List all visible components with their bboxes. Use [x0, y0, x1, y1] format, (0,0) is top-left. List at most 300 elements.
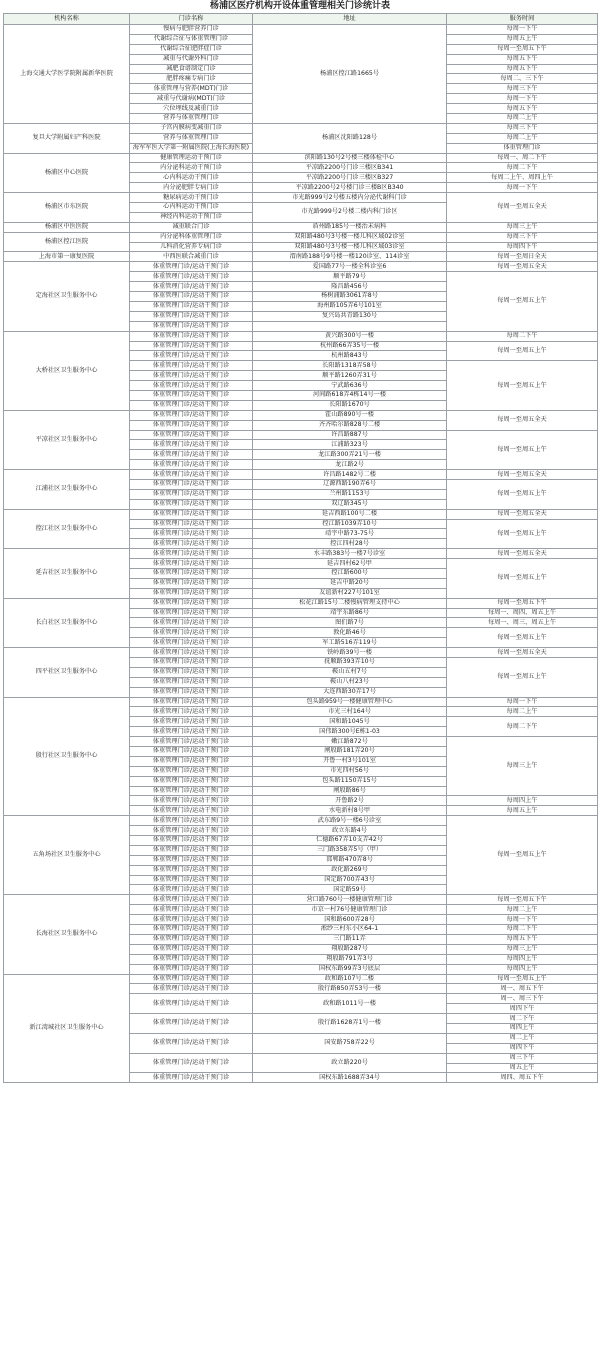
- table-cell: 体重管理门诊/运动干预门诊: [130, 351, 253, 361]
- table-cell: 每周一至周五上午: [447, 341, 598, 361]
- table-cell: 体重管理门诊/运动干预门诊: [130, 707, 253, 717]
- table-cell: 每周一下午: [447, 697, 598, 707]
- table-cell: 体重管理门诊/运动干预门诊: [130, 747, 253, 757]
- table-cell: 友谊新村227号101室: [253, 588, 447, 598]
- table-cell: 每周一至周五全天: [447, 193, 598, 223]
- table-cell: 每周一下午: [447, 183, 598, 193]
- table-cell: 武东路9号一楼6号诊室: [253, 816, 447, 826]
- table-cell: 嫩江路872号: [253, 737, 447, 747]
- table-cell: 长阳路1670号: [253, 400, 447, 410]
- table-cell: 每周五上午: [447, 34, 598, 44]
- table-cell: 体重管理门诊/运动干预门诊: [130, 628, 253, 638]
- table-cell: 每周三上午: [447, 737, 598, 796]
- table-cell: 周三下午: [447, 1053, 598, 1063]
- table-cell: 每周一至周五上午: [447, 272, 598, 331]
- table-cell: 霍山路890号一楼: [253, 410, 447, 420]
- table-row: [4, 470, 598, 480]
- table-cell: 河间路618弄4栋14号一楼: [253, 390, 447, 400]
- table-cell: 周一、周五下午: [447, 984, 598, 994]
- table-cell: 体重管理门诊/运动干预门诊: [130, 697, 253, 707]
- table-cell: 市光四村56号: [253, 766, 447, 776]
- table-cell: 每周一至周五全天: [447, 262, 598, 272]
- table-cell: 体重管理门诊/运动干预门诊: [130, 677, 253, 687]
- table-cell: 周四下午: [447, 1004, 598, 1014]
- table-cell: 穴位埋线及减重门诊: [130, 104, 253, 114]
- table-cell: 靖宇东路86号: [253, 608, 447, 618]
- table-cell: 体重管理门诊/运动干预门诊: [130, 361, 253, 371]
- table-cell: 每周三上午: [447, 222, 598, 232]
- col-header-hours: 服务时间: [447, 14, 598, 25]
- col-header-clinic: 门诊名称: [130, 14, 253, 25]
- table-cell: 平凉路2200号门诊三楼区B327: [253, 173, 447, 183]
- table-cell: 体重管理门诊/运动干预门诊: [130, 549, 253, 559]
- table-cell: 邯郸路470弄8号: [253, 855, 447, 865]
- table-cell: 每周三下午: [447, 84, 598, 94]
- table-cell: 体重管理门诊/运动干预门诊: [130, 836, 253, 846]
- table-row: [4, 598, 598, 608]
- table-cell: 延吉西路100号二楼: [253, 509, 447, 519]
- table-cell: 体重管理门诊/运动干预门诊: [130, 341, 253, 351]
- table-cell: 减重与代谢病(MDT)门诊: [130, 94, 253, 104]
- table-cell: 海州路105弄6号101室: [253, 301, 447, 311]
- table-cell: 代谢综合征肥胖症门诊: [130, 44, 253, 54]
- table-cell: 滨阳路130号2号楼三楼体检中心: [253, 153, 447, 163]
- table-cell: 上海交通大学医学院附属新华医院: [4, 25, 130, 124]
- table-cell: 复兴岛共青路130号: [253, 311, 447, 321]
- table-cell: 体重管理门诊/运动干预门诊: [130, 964, 253, 974]
- table-cell: 淞纱三村东小区64-1: [253, 925, 447, 935]
- table-cell: 兰州路1153号: [253, 489, 447, 499]
- table-cell: 体重管理门诊/运动干预门诊: [130, 756, 253, 766]
- table-cell: 慢病与肥胖营养门诊: [130, 25, 253, 35]
- table-cell: 每周一至周五上午: [447, 628, 598, 648]
- table-cell: 体重管理门诊/运动干预门诊: [130, 786, 253, 796]
- table-cell: 殷行路850弄53号一楼: [253, 984, 447, 994]
- table-cell: 每周三下午: [447, 123, 598, 133]
- table-cell: 四平社区卫生服务中心: [4, 648, 130, 697]
- table-cell: 每周一至周五上午: [447, 816, 598, 895]
- table-row: [4, 509, 598, 519]
- table-cell: 体重管理门诊/运动干预门诊: [130, 529, 253, 539]
- table-cell: 每周一、周四、周五上午: [447, 608, 598, 618]
- table-cell: 每周一至周五全天: [447, 549, 598, 559]
- table-cell: 体重管理门诊/运动干预门诊: [130, 658, 253, 668]
- table-cell: 体重管理门诊/运动干预门诊: [130, 954, 253, 964]
- table-cell: 神经内科运动干预门诊: [130, 212, 253, 222]
- table-cell: 心内科运动干预门诊: [130, 173, 253, 183]
- page-title: 杨浦区医疗机构开设体重管理相关门诊统计表: [0, 0, 600, 13]
- table-cell: 平凉路2200号门诊三楼区B341: [253, 163, 447, 173]
- table-cell: 体重管理门诊/运动干预门诊: [130, 331, 253, 341]
- table-cell: 控江社区卫生服务中心: [4, 509, 130, 549]
- table-cell: 体重管理门诊/运动干预门诊: [130, 568, 253, 578]
- table-cell: 体重管理门诊/运动干预门诊: [130, 905, 253, 915]
- table-cell: 体重管理门诊/运动干预门诊: [130, 430, 253, 440]
- table-cell: 鞍山五村7号: [253, 667, 447, 677]
- table-cell: 体重管理门诊/运动干预门诊: [130, 608, 253, 618]
- table-cell: 体重管理门诊/运动干预门诊: [130, 598, 253, 608]
- table-cell: 黄兴路300号一楼: [253, 331, 447, 341]
- table-cell: 内分泌科体重管理门诊: [130, 232, 253, 242]
- table-cell: 杭州路66弄35号一楼: [253, 341, 447, 351]
- table-cell: 减重联合门诊: [130, 222, 253, 232]
- table-cell: 国权东路1688弄34号: [253, 1073, 447, 1083]
- table-cell: 体重管理门诊/运动干预门诊: [130, 648, 253, 658]
- table-cell: 体重管理门诊/运动干预门诊: [130, 1073, 253, 1083]
- table-cell: 体重管理门诊/运动干预门诊: [130, 470, 253, 480]
- table-cell: 许昌路887号: [253, 430, 447, 440]
- table-cell: 周一、周三下午: [447, 994, 598, 1004]
- table-cell: 体重管理门诊/运动干预门诊: [130, 766, 253, 776]
- table-cell: 体重管理门诊/运动干预门诊: [130, 301, 253, 311]
- table-cell: 营养与体重管理门诊: [130, 133, 253, 143]
- table-cell: 敦化路46号: [253, 628, 447, 638]
- table-cell: 长白社区卫生服务中心: [4, 598, 130, 647]
- table-cell: 每周三上午: [447, 944, 598, 954]
- table-cell: 政立路220号: [253, 1053, 447, 1073]
- table-cell: 江浦社区卫生服务中心: [4, 470, 130, 510]
- table-cell: 每周二上午: [447, 114, 598, 124]
- table-cell: 杨浦区中心医院: [4, 153, 130, 193]
- table-row: [4, 153, 598, 163]
- table-cell: 每周一至周五上午: [447, 479, 598, 509]
- table-cell: 复旦大学附属妇产科医院: [4, 123, 130, 153]
- table-cell: 体重管理门诊/运动干预门诊: [130, 895, 253, 905]
- table-cell: 盾州路185号一楼治未病科: [253, 222, 447, 232]
- table-cell: 每周四上午: [447, 954, 598, 964]
- table-cell: 体重管理门诊/运动干预门诊: [130, 450, 253, 460]
- table-cell: 体重管理门诊/运动干预门诊: [130, 667, 253, 677]
- table-row: [4, 697, 598, 707]
- table-cell: 体重管理门诊/运动干预门诊: [130, 272, 253, 282]
- table-row: [4, 816, 598, 826]
- table-cell: 体重管理门诊/运动干预门诊: [130, 806, 253, 816]
- table-cell: 每周四上午: [447, 964, 598, 974]
- table-cell: 每周二下午: [447, 925, 598, 935]
- table-cell: 每周二上午: [447, 905, 598, 915]
- table-cell: 体重管理门诊/运动干预门诊: [130, 687, 253, 697]
- table-cell: 闸殷路181弄20号: [253, 747, 447, 757]
- table-cell: 每周一至周五全天: [447, 509, 598, 519]
- table-cell: 新江湾城社区卫生服务中心: [4, 974, 130, 1083]
- header-row: [4, 14, 598, 25]
- table-cell: 体重管理门诊/运动干预门诊: [130, 885, 253, 895]
- table-cell: 每周一至周五上午: [447, 658, 598, 698]
- table-cell: 周四下午: [447, 1043, 598, 1053]
- table-cell: 三门路11弄: [253, 934, 447, 944]
- table-cell: 每周一、周二下午: [447, 153, 598, 163]
- table-cell: 体重管理门诊/运动干预门诊: [130, 934, 253, 944]
- table-cell: 体重管理门诊/运动干预门诊: [130, 460, 253, 470]
- table-cell: 杨浦区控江路1665号: [253, 25, 447, 124]
- table-cell: 体重管理门诊/运动干预门诊: [130, 826, 253, 836]
- table-row: [4, 262, 598, 272]
- table-cell: 政和路107号二楼: [253, 974, 447, 984]
- table-row: [4, 232, 598, 242]
- table-cell: 周二下午: [447, 1014, 598, 1024]
- table-cell: 体重管理门诊/运动干预门诊: [130, 381, 253, 391]
- table-cell: 江浦路323号: [253, 440, 447, 450]
- table-cell: 顺平路1260弄31号: [253, 371, 447, 381]
- table-cell: 每周一至周五上午: [447, 361, 598, 410]
- table-cell: 大连西路30弄17号: [253, 687, 447, 697]
- table-cell: 开鲁一村3号101室: [253, 756, 447, 766]
- table-cell: 龙江路300弄21号一楼: [253, 450, 447, 460]
- table-cell: 体重管理门诊/运动干预门诊: [130, 539, 253, 549]
- table-cell: 体重管理门诊/运动干预门诊: [130, 875, 253, 885]
- table-cell: 体重管理门诊: [447, 143, 598, 153]
- table-cell: 每周四上午: [447, 796, 598, 806]
- table-cell: 每周一至周日全天: [447, 252, 598, 262]
- table-cell: 每周一下午: [447, 94, 598, 104]
- table-cell: 三门路358弄5号（甲）: [253, 845, 447, 855]
- table-cell: 周二上午: [447, 1033, 598, 1043]
- table-cell: 体重管理门诊/运动干预门诊: [130, 479, 253, 489]
- table-cell: 体重管理门诊/运动干预门诊: [130, 519, 253, 529]
- table-cell: 国定路700弄43号: [253, 875, 447, 885]
- table-cell: 体重管理门诊/运动干预门诊: [130, 1014, 253, 1034]
- table-cell: 闸殷路86号: [253, 786, 447, 796]
- table-cell: 体重管理门诊/运动干预门诊: [130, 410, 253, 420]
- table-cell: 控江四村28号: [253, 539, 447, 549]
- table-cell: 内分泌科运动干预门诊: [130, 163, 253, 173]
- table-cell: 体重管理门诊/运动干预门诊: [130, 727, 253, 737]
- table-cell: 体重管理门诊/运动干预门诊: [130, 1053, 253, 1073]
- table-cell: 体重管理门诊/运动干预门诊: [130, 559, 253, 569]
- table-cell: 国和路600弄28号: [253, 915, 447, 925]
- table-row: [4, 252, 598, 262]
- table-cell: 体重管理门诊/运动干预门诊: [130, 262, 253, 272]
- table-cell: 体重管理门诊/运动干预门诊: [130, 311, 253, 321]
- table-cell: 国定路59号: [253, 885, 447, 895]
- table-cell: 体重管理门诊/运动干预门诊: [130, 420, 253, 430]
- table-cell: 政立东路4号: [253, 826, 447, 836]
- table-cell: 每周一至周五全天: [447, 470, 598, 480]
- table-row: [4, 193, 598, 203]
- table-cell: 延吉四村62号甲: [253, 559, 447, 569]
- table-cell: 爱国路77号一楼全科诊室6: [253, 262, 447, 272]
- table-cell: 每周二上午: [447, 707, 598, 717]
- table-cell: 体重管理门诊/运动干预门诊: [130, 944, 253, 954]
- table-cell: 每周一、周三、周五上午: [447, 618, 598, 628]
- table-cell: 市京一村76号健康管理门诊: [253, 905, 447, 915]
- table-cell: 渭南路188号9号楼一楼120诊室、114诊室: [253, 252, 447, 262]
- table-cell: 每周五下午: [447, 64, 598, 74]
- table-cell: 体重管理门诊/运动干预门诊: [130, 282, 253, 292]
- table-cell: 双阳路480号3号楼一楼儿科区域02诊室: [253, 232, 447, 242]
- table-row: [4, 549, 598, 559]
- table-cell: 体重管理门诊/运动干预门诊: [130, 994, 253, 1014]
- table-cell: 杭州路843号: [253, 351, 447, 361]
- table-cell: 每周二下午: [447, 331, 598, 341]
- table-cell: 每周五下午: [447, 934, 598, 944]
- col-header-org: 机构名称: [4, 14, 130, 25]
- table-cell: 体重管理门诊/运动干预门诊: [130, 371, 253, 381]
- table-cell: 体重管理门诊/运动干预门诊: [130, 925, 253, 935]
- table-cell: 体重管理门诊/运动干预门诊: [130, 737, 253, 747]
- table-cell: 国安路758弄22号: [253, 1033, 447, 1053]
- table-cell: 铁岭路39号一楼: [253, 648, 447, 658]
- table-cell: 平凉社区卫生服务中心: [4, 410, 130, 469]
- table-cell: 代谢综合征与体重管理门诊: [130, 34, 253, 44]
- table-cell: 减重与代谢外科门诊: [130, 54, 253, 64]
- table-cell: 健康管理运动干预门诊: [130, 153, 253, 163]
- table-cell: 每周一下午: [447, 25, 598, 35]
- table-cell: 仁德路67弄10支弄42号: [253, 836, 447, 846]
- table-cell: 隆昌路456号: [253, 282, 447, 292]
- table-cell: 体重管理门诊/运动干预门诊: [130, 618, 253, 628]
- table-cell: 每周五下午: [447, 104, 598, 114]
- table-cell: 平凉路2200号2号楼门诊三楼B区B340: [253, 183, 447, 193]
- col-header-address: 地址: [253, 14, 447, 25]
- table-cell: 儿科消化营养专病门诊: [130, 242, 253, 252]
- table-cell: 上海市第一康复医院: [4, 252, 130, 262]
- table-cell: 周五上午: [447, 1063, 598, 1073]
- table-cell: 杨浦区市东医院: [4, 193, 130, 223]
- table-cell: 每周一至周五上午: [447, 559, 598, 599]
- table-cell: 杨浦区中医医院: [4, 222, 130, 232]
- table-cell: 体重管理门诊/运动干预门诊: [130, 509, 253, 519]
- table-cell: 松花江路15号二楼慢病管理支持中心: [253, 598, 447, 608]
- table-cell: 海军军医大学第一附属医院(上海长海医院): [130, 143, 253, 153]
- table-cell: 中西医联合减重门诊: [130, 252, 253, 262]
- table-cell: 子宫内膜病变减重门诊: [130, 123, 253, 133]
- table-cell: 杨浦区控江医院: [4, 232, 130, 252]
- table-cell: 翔殷路791弄3号: [253, 954, 447, 964]
- table-cell: 每周一下午: [447, 915, 598, 925]
- table-cell: 龙江路2号: [253, 460, 447, 470]
- table-cell: 鞍山八村23号: [253, 677, 447, 687]
- table-cell: 体重管理门诊/运动干预门诊: [130, 400, 253, 410]
- table-cell: 包头路1150弄15号: [253, 776, 447, 786]
- table-cell: 体重管理门诊/运动干预门诊: [130, 1033, 253, 1053]
- table-cell: 国和路1045号: [253, 717, 447, 727]
- table-cell: 水电新村8号甲: [253, 806, 447, 816]
- table-cell: 体重管理门诊/运动干预门诊: [130, 390, 253, 400]
- table-cell: 许昌路1482号二楼: [253, 470, 447, 480]
- table-cell: 市光三村164号: [253, 707, 447, 717]
- table-cell: 体重管理门诊/运动干预门诊: [130, 796, 253, 806]
- table-cell: 军工路516弄119号: [253, 638, 447, 648]
- table-cell: 体重管理门诊/运动干预门诊: [130, 440, 253, 450]
- table-cell: 齐齐哈尔路828号二楼: [253, 420, 447, 430]
- table-cell: 每周五下午: [447, 54, 598, 64]
- table-cell: 心内科运动干预门诊: [130, 203, 253, 213]
- table-cell: 周四、周五下午: [447, 1073, 598, 1083]
- table-cell: 包头路959号一楼健康管理中心: [253, 697, 447, 707]
- table-cell: 市光路999号2号楼五楼内分泌代谢科门诊: [253, 193, 447, 203]
- table-cell: 图们路7号: [253, 618, 447, 628]
- table-cell: 体重管理门诊/运动干预门诊: [130, 816, 253, 826]
- table-cell: 顺平路79号: [253, 272, 447, 282]
- table-cell: 水丰路383号一楼7号诊室: [253, 549, 447, 559]
- table-cell: 周四上午: [447, 1023, 598, 1033]
- table-cell: 体重管理门诊/运动干预门诊: [130, 638, 253, 648]
- table-cell: 开鲁路2号: [253, 796, 447, 806]
- table-cell: 靖宇中路73-75号: [253, 529, 447, 539]
- table-cell: 控江路600号: [253, 568, 447, 578]
- table-cell: 体重管理与营养(MDT)门诊: [130, 84, 253, 94]
- table-cell: 体重管理门诊/运动干预门诊: [130, 489, 253, 499]
- table-cell: 减肥食谱制定门诊: [130, 64, 253, 74]
- table-row: [4, 123, 598, 133]
- table-cell: 体重管理门诊/运动干预门诊: [130, 845, 253, 855]
- table-cell: 每周三下午: [447, 232, 598, 242]
- table-cell: 体重管理门诊/运动干预门诊: [130, 292, 253, 302]
- table-cell: 体重管理门诊/运动干预门诊: [130, 499, 253, 509]
- table-cell: 长阳路1318弄58号: [253, 361, 447, 371]
- table-cell: 每周二、三下午: [447, 74, 598, 84]
- table-row: [4, 648, 598, 658]
- table-cell: 双辽路345号: [253, 499, 447, 509]
- table-row: [4, 895, 598, 905]
- table-cell: 每周一至周五下午: [447, 44, 598, 54]
- table-cell: 每周四下午: [447, 242, 598, 252]
- table-cell: 国伟路300号E栋1-03: [253, 727, 447, 737]
- table-cell: 每周一至周五下午: [447, 598, 598, 608]
- table-cell: 体重管理门诊/运动干预门诊: [130, 984, 253, 994]
- table-cell: 每周五上午: [447, 806, 598, 816]
- table-cell: 双阳路480号3号楼一楼儿科区域03诊室: [253, 242, 447, 252]
- table-cell: 内分泌肥胖专病门诊: [130, 183, 253, 193]
- table-cell: 体重管理门诊/运动干预门诊: [130, 578, 253, 588]
- table-cell: 每周一至周五上午: [447, 974, 598, 984]
- table-cell: 糖尿病运动干预门诊: [130, 193, 253, 203]
- table-cell: 市光路999号2号楼二楼内科门诊区: [253, 203, 447, 223]
- table-cell: 五角场社区卫生服务中心: [4, 816, 130, 895]
- table-cell: 延吉中路20号: [253, 578, 447, 588]
- table-cell: 抚顺路393弄10号: [253, 658, 447, 668]
- table-row: [4, 974, 598, 984]
- table-cell: 辽源西路190弄6号: [253, 479, 447, 489]
- table-cell: 每周二上午: [447, 133, 598, 143]
- table-cell: 每周二上午、周四上午: [447, 173, 598, 183]
- table-row: [4, 331, 598, 341]
- table-cell: 体重管理门诊/运动干预门诊: [130, 915, 253, 925]
- table-cell: 控江路1039弄10号: [253, 519, 447, 529]
- table-cell: 体重管理门诊/运动干预门诊: [130, 717, 253, 727]
- table-cell: 肥胖疼痛专病门诊: [130, 74, 253, 84]
- table-cell: 每周一至周五下午: [447, 895, 598, 905]
- table-cell: 殷行路1628弄1号一楼: [253, 1014, 447, 1034]
- table-cell: 长海社区卫生服务中心: [4, 895, 130, 974]
- table-cell: 营口路760号一楼健康管理门诊: [253, 895, 447, 905]
- table-row: [4, 25, 598, 35]
- clinic-table: [3, 13, 598, 1083]
- table-cell: 宁武路636号: [253, 381, 447, 391]
- table-cell: 大桥社区卫生服务中心: [4, 331, 130, 410]
- table-cell: 定海社区卫生服务中心: [4, 262, 130, 331]
- table-cell: 每周一至周五上午: [447, 430, 598, 470]
- table-cell: 每周一至周五全天: [447, 410, 598, 430]
- table-cell: 营养与体重管理门诊: [130, 114, 253, 124]
- table-cell: 杨浦区沈阳路128号: [253, 123, 447, 153]
- table-cell: 延吉社区卫生服务中心: [4, 549, 130, 598]
- table-cell: 翔殷路287号: [253, 944, 447, 954]
- table-cell: 体重管理门诊/运动干预门诊: [130, 321, 253, 331]
- table-cell: 政和路1011号一楼: [253, 994, 447, 1014]
- table-cell: 体重管理门诊/运动干预门诊: [130, 776, 253, 786]
- table-cell: 政化路269号: [253, 865, 447, 875]
- table-cell: 每周二下午: [447, 717, 598, 737]
- table-row: [4, 222, 598, 232]
- table-row: [4, 410, 598, 420]
- table-cell: 体重管理门诊/运动干预门诊: [130, 974, 253, 984]
- table-cell: 体重管理门诊/运动干预门诊: [130, 588, 253, 598]
- table-cell: 每周二下午: [447, 163, 598, 173]
- table-cell: 国权东路99弄3号底层: [253, 964, 447, 974]
- table-cell: 杨树浦路3061弄8号: [253, 292, 447, 302]
